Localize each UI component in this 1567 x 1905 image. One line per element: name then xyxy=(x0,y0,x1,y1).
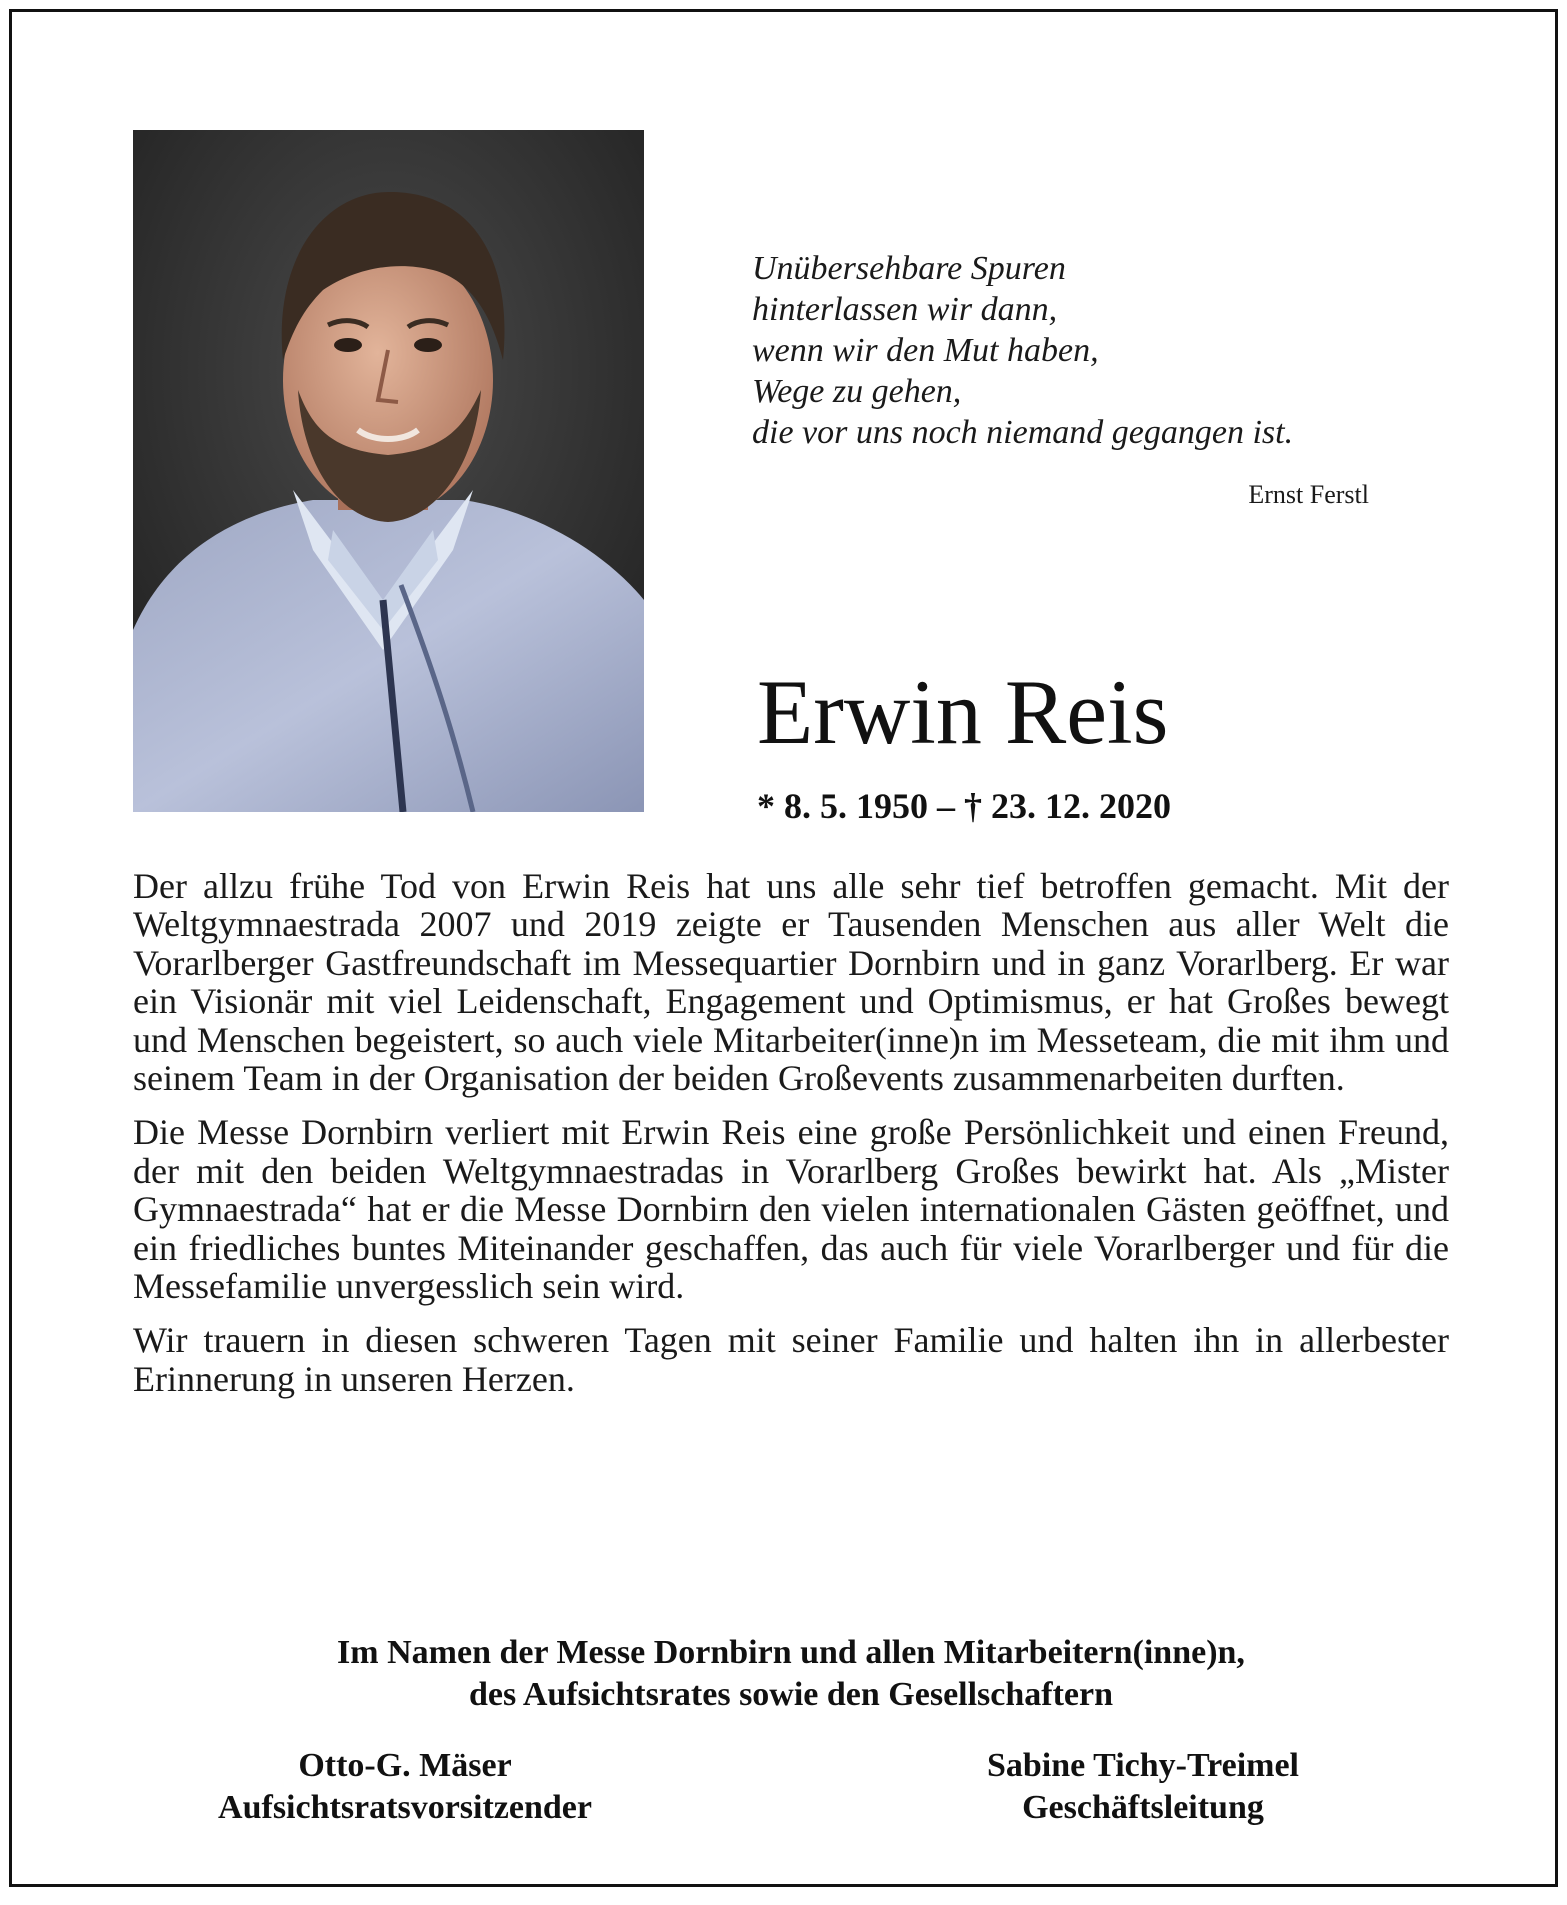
portrait-photo xyxy=(133,130,644,812)
body-paragraph: Der allzu frühe Tod von Erwin Reis hat uns alle sehr tief betroffen gemacht. Mit der Weltgymnaestrada 2007 und 2019 zeigte er Tausenden Menschen aus aller Welt die Vorarlberger Gastfreundschaft im Messequartier Dornbirn und in ganz Vorarlberg. Er war ein Visionär mit viel Leidenschaft, Engagement und Optimismus, er hat Großes bewegt und Menschen begeistert, so auch viele Mitarbeiter(inne)n im Messeteam, die mit ihm und seinem Team in der Organisation der beiden Großevents zusammenarbeiten durften. xyxy=(133,866,1449,1099)
obituary-notice xyxy=(9,9,1558,1887)
closing-line: des Aufsichtsrates sowie den Gesellschaftern xyxy=(468,1676,1114,1713)
quote-line: Unübersehbare Spuren xyxy=(752,250,1066,287)
quote-line: wenn wir den Mut haben, xyxy=(752,332,1099,369)
deceased-name: Erwin Reis xyxy=(757,661,1169,763)
obituary-text xyxy=(133,867,1449,1414)
body-paragraph: Wir trauern in diesen schweren Tagen mit seiner Familie und halten ihn in allerbester Erinnerung in unseren Herzen. xyxy=(133,1320,1449,1399)
signer-management xyxy=(863,1745,1423,1829)
closing-line: Im Namen der Messe Dornbirn und allen Mitarbeitern(inne)n, xyxy=(337,1634,1245,1671)
body-paragraph: Die Messe Dornbirn verliert mit Erwin Reis eine große Persönlichkeit und einen Freund, der mit den beiden Weltgymnaestradas in Vorarlberg Großes bewirkt hat. Als „Mister Gymnaestrada“ hat er die Messe Dornbirn den vielen internationalen Gästen geöffnet, und ein friedliches buntes Miteinander geschaffen, das auch für viele Vorarlberger und für die Messefamilie unvergesslich sein wird. xyxy=(133,1112,1449,1307)
memorial-quote xyxy=(752,248,1392,453)
portrait-illustration xyxy=(133,130,644,812)
signer-name: Otto-G. Mäser xyxy=(298,1747,512,1784)
closing-statement xyxy=(133,1632,1449,1716)
signer-chairman xyxy=(125,1745,685,1829)
quote-line: Wege zu gehen, xyxy=(752,373,962,410)
signer-name: Sabine Tichy-Treimel xyxy=(986,1747,1299,1784)
quote-line: hinterlassen wir dann, xyxy=(752,291,1058,328)
quote-author: Ernst Ferstl xyxy=(1248,480,1369,509)
life-dates: * 8. 5. 1950 – † 23. 12. 2020 xyxy=(757,786,1171,826)
signer-role: Geschäftsleitung xyxy=(1022,1789,1264,1826)
signer-role: Aufsichtsratsvorsitzender xyxy=(218,1789,592,1826)
quote-line: die vor uns noch niemand gegangen ist. xyxy=(752,414,1294,451)
